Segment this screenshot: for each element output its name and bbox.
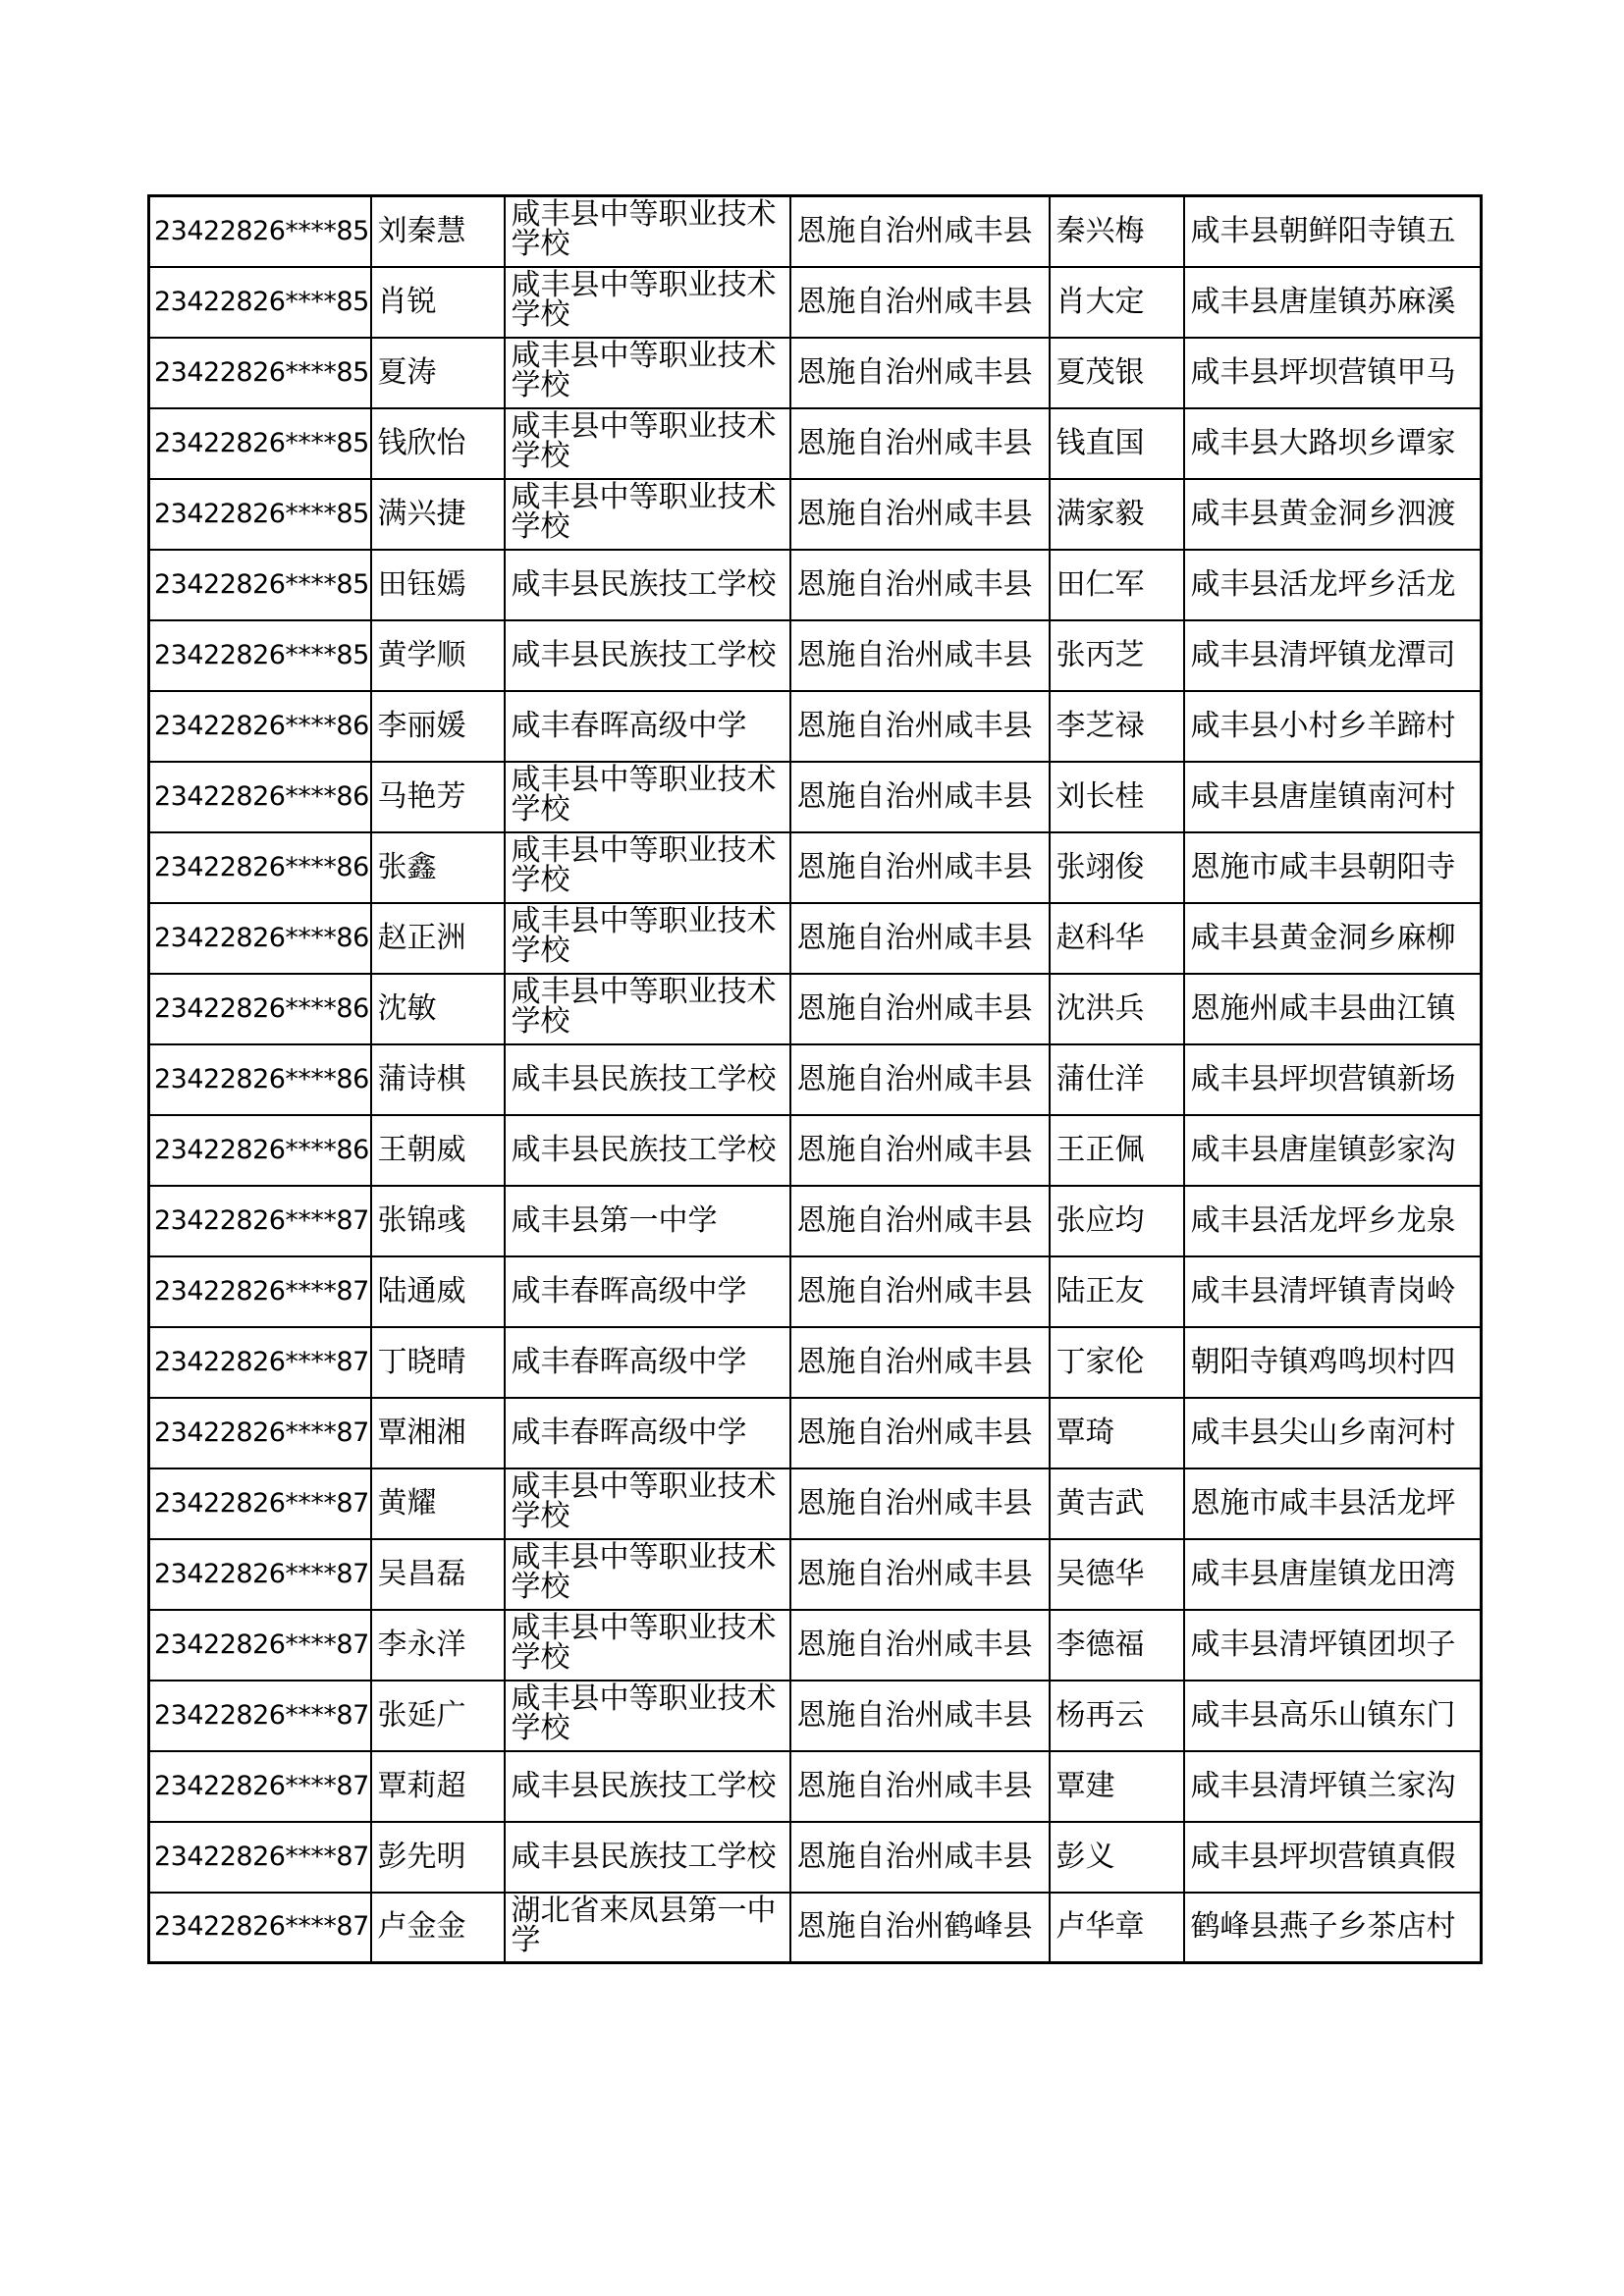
cell-school: 咸丰春晖高级中学 bbox=[505, 1327, 790, 1398]
cell-guardian-name: 陆正友 bbox=[1050, 1256, 1184, 1327]
cell-region: 恩施自治州咸丰县 bbox=[790, 903, 1050, 974]
cell-id-number: 23422826****87 bbox=[149, 1327, 371, 1398]
cell-guardian-name: 田仁军 bbox=[1050, 550, 1184, 620]
table-row bbox=[149, 1186, 1482, 1256]
cell-school: 咸丰县民族技工学校 bbox=[505, 620, 790, 691]
cell-school: 咸丰县中等职业技术学校 bbox=[505, 267, 790, 338]
cell-address: 恩施市咸丰县朝阳寺 bbox=[1184, 832, 1482, 903]
table-row bbox=[149, 196, 1482, 267]
cell-student-name: 张延广 bbox=[371, 1681, 505, 1751]
cell-region: 恩施自治州咸丰县 bbox=[790, 338, 1050, 408]
cell-region: 恩施自治州咸丰县 bbox=[790, 267, 1050, 338]
cell-id-number: 23422826****86 bbox=[149, 903, 371, 974]
cell-region: 恩施自治州咸丰县 bbox=[790, 832, 1050, 903]
cell-guardian-name: 肖大定 bbox=[1050, 267, 1184, 338]
cell-student-name: 李永洋 bbox=[371, 1610, 505, 1681]
cell-student-name: 卢金金 bbox=[371, 1893, 505, 1963]
cell-school: 咸丰春晖高级中学 bbox=[505, 691, 790, 762]
cell-address: 咸丰县唐崖镇苏麻溪 bbox=[1184, 267, 1482, 338]
cell-address: 咸丰县清坪镇兰家沟 bbox=[1184, 1751, 1482, 1822]
cell-address: 咸丰县黄金洞乡泗渡 bbox=[1184, 479, 1482, 550]
cell-region: 恩施自治州咸丰县 bbox=[790, 1539, 1050, 1610]
cell-address: 咸丰县黄金洞乡麻柳 bbox=[1184, 903, 1482, 974]
cell-student-name: 王朝威 bbox=[371, 1115, 505, 1186]
cell-address: 咸丰县活龙坪乡活龙 bbox=[1184, 550, 1482, 620]
cell-school: 湖北省来凤县第一中学 bbox=[505, 1893, 790, 1963]
cell-address: 咸丰县坪坝营镇新场 bbox=[1184, 1044, 1482, 1115]
cell-id-number: 23422826****85 bbox=[149, 338, 371, 408]
cell-school: 咸丰县中等职业技术学校 bbox=[505, 974, 790, 1044]
cell-region: 恩施自治州咸丰县 bbox=[790, 550, 1050, 620]
table-row bbox=[149, 620, 1482, 691]
cell-student-name: 覃湘湘 bbox=[371, 1398, 505, 1468]
cell-school: 咸丰县第一中学 bbox=[505, 1186, 790, 1256]
cell-region: 恩施自治州咸丰县 bbox=[790, 1610, 1050, 1681]
cell-id-number: 23422826****87 bbox=[149, 1539, 371, 1610]
cell-id-number: 23422826****86 bbox=[149, 762, 371, 832]
cell-region: 恩施自治州咸丰县 bbox=[790, 1681, 1050, 1751]
cell-address: 咸丰县唐崖镇南河村 bbox=[1184, 762, 1482, 832]
cell-school: 咸丰县中等职业技术学校 bbox=[505, 903, 790, 974]
cell-guardian-name: 覃琦 bbox=[1050, 1398, 1184, 1468]
cell-school: 咸丰县民族技工学校 bbox=[505, 550, 790, 620]
table-row bbox=[149, 1115, 1482, 1186]
cell-student-name: 田钰嫣 bbox=[371, 550, 505, 620]
cell-student-name: 赵正洲 bbox=[371, 903, 505, 974]
table-row bbox=[149, 479, 1482, 550]
cell-guardian-name: 钱直国 bbox=[1050, 408, 1184, 479]
cell-region: 恩施自治州咸丰县 bbox=[790, 762, 1050, 832]
cell-school: 咸丰县中等职业技术学校 bbox=[505, 338, 790, 408]
table-row bbox=[149, 550, 1482, 620]
cell-id-number: 23422826****86 bbox=[149, 1044, 371, 1115]
cell-address: 咸丰县朝鲜阳寺镇五 bbox=[1184, 196, 1482, 267]
cell-region: 恩施自治州咸丰县 bbox=[790, 1468, 1050, 1539]
cell-id-number: 23422826****85 bbox=[149, 550, 371, 620]
cell-school: 咸丰县中等职业技术学校 bbox=[505, 1681, 790, 1751]
cell-student-name: 黄学顺 bbox=[371, 620, 505, 691]
cell-student-name: 沈敏 bbox=[371, 974, 505, 1044]
cell-address: 朝阳寺镇鸡鸣坝村四 bbox=[1184, 1327, 1482, 1398]
table-row bbox=[149, 691, 1482, 762]
cell-guardian-name: 张应均 bbox=[1050, 1186, 1184, 1256]
cell-address: 咸丰县清坪镇青岗岭 bbox=[1184, 1256, 1482, 1327]
cell-school: 咸丰县民族技工学校 bbox=[505, 1115, 790, 1186]
cell-address: 咸丰县坪坝营镇真假 bbox=[1184, 1822, 1482, 1893]
cell-student-name: 吴昌磊 bbox=[371, 1539, 505, 1610]
student-table bbox=[147, 194, 1483, 1964]
cell-id-number: 23422826****87 bbox=[149, 1256, 371, 1327]
cell-student-name: 刘秦慧 bbox=[371, 196, 505, 267]
cell-school: 咸丰县中等职业技术学校 bbox=[505, 1539, 790, 1610]
table-row bbox=[149, 1044, 1482, 1115]
cell-school: 咸丰县中等职业技术学校 bbox=[505, 762, 790, 832]
table-row bbox=[149, 1751, 1482, 1822]
cell-address: 咸丰县唐崖镇彭家沟 bbox=[1184, 1115, 1482, 1186]
cell-school: 咸丰县民族技工学校 bbox=[505, 1822, 790, 1893]
cell-region: 恩施自治州鹤峰县 bbox=[790, 1893, 1050, 1963]
cell-guardian-name: 满家毅 bbox=[1050, 479, 1184, 550]
table-row bbox=[149, 1539, 1482, 1610]
table-row bbox=[149, 974, 1482, 1044]
cell-guardian-name: 刘长桂 bbox=[1050, 762, 1184, 832]
cell-id-number: 23422826****86 bbox=[149, 691, 371, 762]
table-row bbox=[149, 1893, 1482, 1963]
cell-student-name: 李丽媛 bbox=[371, 691, 505, 762]
cell-id-number: 23422826****87 bbox=[149, 1468, 371, 1539]
cell-region: 恩施自治州咸丰县 bbox=[790, 620, 1050, 691]
cell-guardian-name: 沈洪兵 bbox=[1050, 974, 1184, 1044]
cell-id-number: 23422826****87 bbox=[149, 1398, 371, 1468]
table-row bbox=[149, 903, 1482, 974]
cell-guardian-name: 覃建 bbox=[1050, 1751, 1184, 1822]
table-row bbox=[149, 1822, 1482, 1893]
cell-id-number: 23422826****85 bbox=[149, 479, 371, 550]
cell-school: 咸丰县民族技工学校 bbox=[505, 1044, 790, 1115]
cell-id-number: 23422826****85 bbox=[149, 620, 371, 691]
cell-school: 咸丰县中等职业技术学校 bbox=[505, 1610, 790, 1681]
cell-student-name: 陆通威 bbox=[371, 1256, 505, 1327]
cell-student-name: 钱欣怡 bbox=[371, 408, 505, 479]
cell-guardian-name: 张翊俊 bbox=[1050, 832, 1184, 903]
cell-student-name: 黄耀 bbox=[371, 1468, 505, 1539]
cell-address: 咸丰县大路坝乡谭家 bbox=[1184, 408, 1482, 479]
cell-school: 咸丰县中等职业技术学校 bbox=[505, 479, 790, 550]
cell-guardian-name: 丁家伦 bbox=[1050, 1327, 1184, 1398]
cell-region: 恩施自治州咸丰县 bbox=[790, 196, 1050, 267]
table-row bbox=[149, 1681, 1482, 1751]
cell-student-name: 覃莉超 bbox=[371, 1751, 505, 1822]
cell-region: 恩施自治州咸丰县 bbox=[790, 1398, 1050, 1468]
cell-guardian-name: 彭义 bbox=[1050, 1822, 1184, 1893]
table-row bbox=[149, 267, 1482, 338]
table-body bbox=[149, 196, 1482, 1963]
cell-id-number: 23422826****85 bbox=[149, 408, 371, 479]
cell-address: 咸丰县清坪镇团坝子 bbox=[1184, 1610, 1482, 1681]
cell-school: 咸丰县民族技工学校 bbox=[505, 1751, 790, 1822]
cell-address: 恩施州咸丰县曲江镇 bbox=[1184, 974, 1482, 1044]
cell-school: 咸丰县中等职业技术学校 bbox=[505, 196, 790, 267]
cell-school: 咸丰春晖高级中学 bbox=[505, 1256, 790, 1327]
cell-address: 咸丰县坪坝营镇甲马 bbox=[1184, 338, 1482, 408]
cell-school: 咸丰县中等职业技术学校 bbox=[505, 1468, 790, 1539]
table-row bbox=[149, 408, 1482, 479]
cell-id-number: 23422826****85 bbox=[149, 196, 371, 267]
cell-region: 恩施自治州咸丰县 bbox=[790, 1256, 1050, 1327]
cell-school: 咸丰春晖高级中学 bbox=[505, 1398, 790, 1468]
cell-address: 咸丰县小村乡羊蹄村 bbox=[1184, 691, 1482, 762]
cell-id-number: 23422826****86 bbox=[149, 974, 371, 1044]
cell-student-name: 彭先明 bbox=[371, 1822, 505, 1893]
cell-student-name: 张鑫 bbox=[371, 832, 505, 903]
cell-student-name: 肖锐 bbox=[371, 267, 505, 338]
table-row bbox=[149, 1256, 1482, 1327]
cell-id-number: 23422826****86 bbox=[149, 1115, 371, 1186]
cell-region: 恩施自治州咸丰县 bbox=[790, 1186, 1050, 1256]
cell-id-number: 23422826****87 bbox=[149, 1610, 371, 1681]
cell-id-number: 23422826****87 bbox=[149, 1751, 371, 1822]
cell-region: 恩施自治州咸丰县 bbox=[790, 479, 1050, 550]
cell-id-number: 23422826****85 bbox=[149, 267, 371, 338]
cell-region: 恩施自治州咸丰县 bbox=[790, 1115, 1050, 1186]
table-row bbox=[149, 762, 1482, 832]
table-row bbox=[149, 832, 1482, 903]
cell-address: 恩施市咸丰县活龙坪 bbox=[1184, 1468, 1482, 1539]
cell-guardian-name: 王正佩 bbox=[1050, 1115, 1184, 1186]
cell-id-number: 23422826****87 bbox=[149, 1822, 371, 1893]
cell-region: 恩施自治州咸丰县 bbox=[790, 1044, 1050, 1115]
cell-address: 咸丰县活龙坪乡龙泉 bbox=[1184, 1186, 1482, 1256]
cell-guardian-name: 夏茂银 bbox=[1050, 338, 1184, 408]
cell-address: 咸丰县高乐山镇东门 bbox=[1184, 1681, 1482, 1751]
cell-address: 咸丰县清坪镇龙潭司 bbox=[1184, 620, 1482, 691]
cell-id-number: 23422826****87 bbox=[149, 1893, 371, 1963]
cell-region: 恩施自治州咸丰县 bbox=[790, 1822, 1050, 1893]
cell-address: 咸丰县尖山乡南河村 bbox=[1184, 1398, 1482, 1468]
cell-region: 恩施自治州咸丰县 bbox=[790, 974, 1050, 1044]
cell-guardian-name: 吴德华 bbox=[1050, 1539, 1184, 1610]
cell-student-name: 马艳芳 bbox=[371, 762, 505, 832]
cell-id-number: 23422826****87 bbox=[149, 1186, 371, 1256]
cell-id-number: 23422826****86 bbox=[149, 832, 371, 903]
cell-region: 恩施自治州咸丰县 bbox=[790, 691, 1050, 762]
cell-id-number: 23422826****87 bbox=[149, 1681, 371, 1751]
cell-address: 咸丰县唐崖镇龙田湾 bbox=[1184, 1539, 1482, 1610]
cell-student-name: 夏涛 bbox=[371, 338, 505, 408]
table-row bbox=[149, 1327, 1482, 1398]
table-row bbox=[149, 1468, 1482, 1539]
cell-guardian-name: 秦兴梅 bbox=[1050, 196, 1184, 267]
cell-guardian-name: 蒲仕洋 bbox=[1050, 1044, 1184, 1115]
table-row bbox=[149, 338, 1482, 408]
cell-student-name: 满兴捷 bbox=[371, 479, 505, 550]
cell-guardian-name: 卢华章 bbox=[1050, 1893, 1184, 1963]
cell-student-name: 丁晓晴 bbox=[371, 1327, 505, 1398]
table-row bbox=[149, 1610, 1482, 1681]
cell-guardian-name: 黄吉武 bbox=[1050, 1468, 1184, 1539]
cell-school: 咸丰县中等职业技术学校 bbox=[505, 832, 790, 903]
cell-address: 鹤峰县燕子乡茶店村 bbox=[1184, 1893, 1482, 1963]
cell-region: 恩施自治州咸丰县 bbox=[790, 408, 1050, 479]
cell-school: 咸丰县中等职业技术学校 bbox=[505, 408, 790, 479]
cell-guardian-name: 赵科华 bbox=[1050, 903, 1184, 974]
cell-guardian-name: 李德福 bbox=[1050, 1610, 1184, 1681]
table-row bbox=[149, 1398, 1482, 1468]
cell-guardian-name: 李芝禄 bbox=[1050, 691, 1184, 762]
cell-region: 恩施自治州咸丰县 bbox=[790, 1751, 1050, 1822]
cell-region: 恩施自治州咸丰县 bbox=[790, 1327, 1050, 1398]
cell-student-name: 蒲诗棋 bbox=[371, 1044, 505, 1115]
cell-guardian-name: 杨再云 bbox=[1050, 1681, 1184, 1751]
cell-guardian-name: 张丙芝 bbox=[1050, 620, 1184, 691]
cell-student-name: 张锦彧 bbox=[371, 1186, 505, 1256]
